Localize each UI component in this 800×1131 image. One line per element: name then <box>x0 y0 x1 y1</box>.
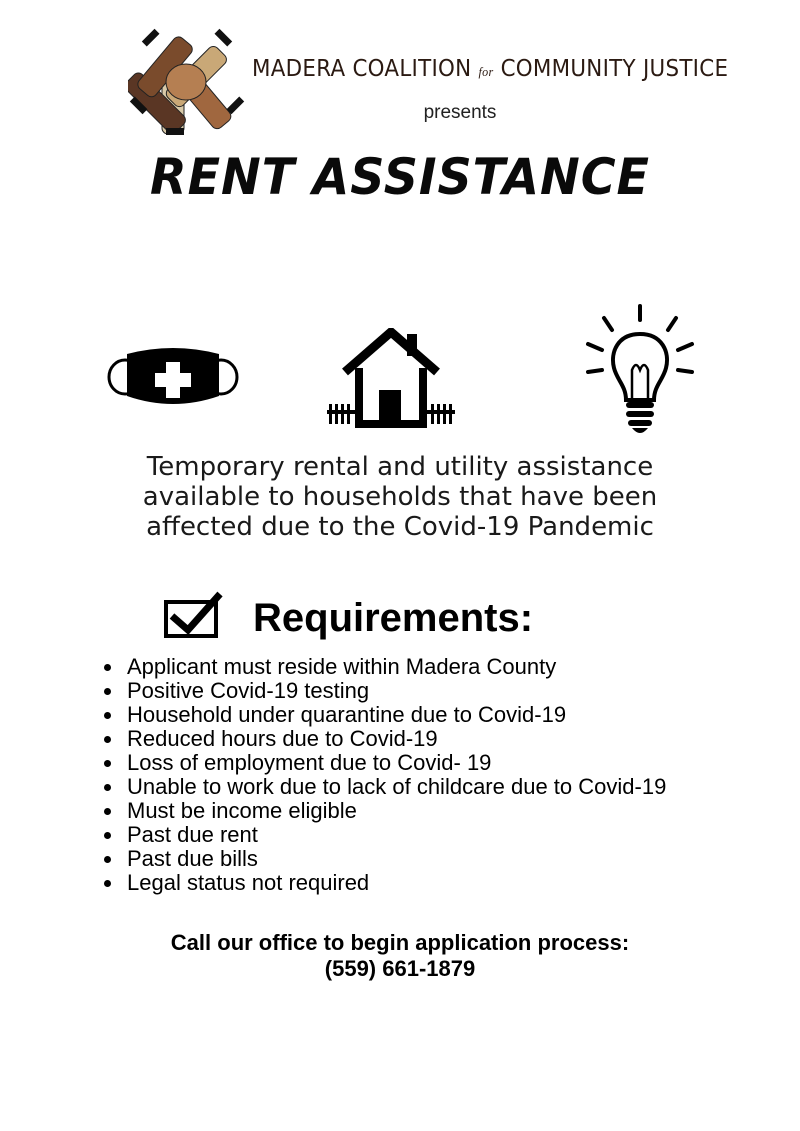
list-item: Past due bills <box>104 847 666 871</box>
call-to-action <box>0 930 800 982</box>
checkbox-icon <box>160 590 226 640</box>
list-item: Legal status not required <box>104 871 666 895</box>
org-name-for: for <box>478 64 494 79</box>
org-name-part2: COMMUNITY JUSTICE <box>500 56 729 82</box>
lightbulb-icon <box>580 300 700 440</box>
medical-mask-icon <box>105 340 241 414</box>
coalition-logo <box>128 28 252 140</box>
list-item: Positive Covid-19 testing <box>104 679 666 703</box>
presents-text: presents <box>423 102 497 123</box>
house-icon <box>325 328 457 428</box>
list-item: Loss of employment due to Covid- 19 <box>104 751 666 775</box>
organization-name <box>252 56 729 82</box>
list-item: Unable to work due to lack of childcare due to Covid-19 <box>104 775 666 799</box>
list-item: Reduced hours due to Covid-19 <box>104 727 666 751</box>
list-item: Must be income eligible <box>104 799 666 823</box>
requirements-list <box>104 655 666 895</box>
phone-number: (559) 661-1879 <box>324 956 476 981</box>
list-item: Applicant must reside within Madera County <box>104 655 666 679</box>
list-item: Past due rent <box>104 823 666 847</box>
assistance-description: Temporary rental and utility assistance available to households that have been affected due to the Covid-19 Pandemic <box>142 452 658 542</box>
list-item: Household under quarantine due to Covid-19 <box>104 703 666 727</box>
cta-text: Call our office to begin application process: <box>170 930 630 955</box>
stacked-hands-icon <box>128 28 252 140</box>
org-name-part1: MADERA COALITION <box>252 56 472 82</box>
requirements-heading: Requirements: <box>253 596 534 640</box>
page-title: RENT ASSISTANCE <box>150 148 650 206</box>
